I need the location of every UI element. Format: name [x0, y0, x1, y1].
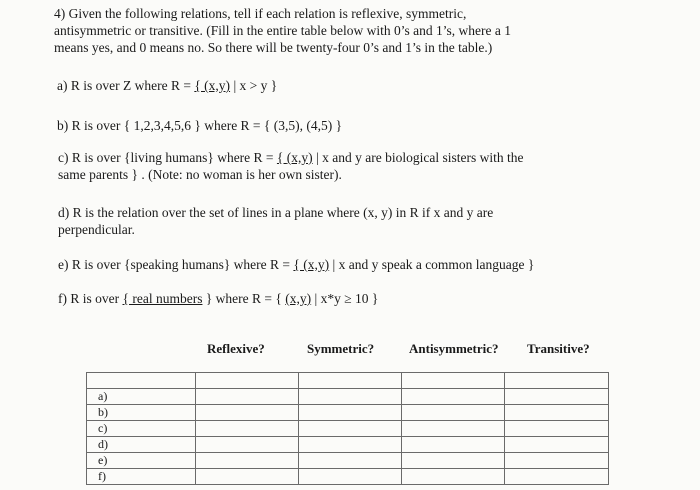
- cell-antisymmetric[interactable]: [402, 389, 505, 405]
- row-label-f: f): [87, 469, 196, 485]
- question-e-suffix: | x and y speak a common language }: [329, 257, 535, 272]
- cell-transitive[interactable]: [505, 405, 609, 421]
- intro-line-3: means yes, and 0 means no. So there will be twenty-four 0’s and 1’s in the table.): [54, 40, 493, 55]
- table-row: [87, 469, 609, 485]
- header-symmetric: Symmetric?: [307, 341, 375, 356]
- header-reflexive: Reflexive?: [207, 341, 265, 356]
- question-e: [58, 256, 534, 273]
- cell-antisymmetric[interactable]: [402, 421, 505, 437]
- question-d-line-2: perpendicular.: [58, 222, 135, 237]
- question-d-line-1: d) R is the relation over the set of lines in a plane where (x, y) in R if x and y are: [58, 205, 494, 220]
- cell-antisymmetric[interactable]: [402, 405, 505, 421]
- cell-transitive[interactable]: [505, 373, 609, 389]
- row-label-a: a): [87, 389, 196, 405]
- cell-transitive[interactable]: [505, 453, 609, 469]
- cell-reflexive[interactable]: [196, 373, 299, 389]
- question-a: [57, 77, 277, 94]
- row-label-b: b): [87, 405, 196, 421]
- question-a-suffix: | x > y }: [230, 78, 278, 93]
- cell-symmetric[interactable]: [299, 405, 402, 421]
- question-a-underlined: { (x,y): [194, 78, 231, 93]
- question-f-middle: } where R = {: [202, 291, 286, 306]
- header-antisymmetric: Antisymmetric?: [409, 341, 499, 356]
- cell-reflexive[interactable]: [196, 421, 299, 437]
- question-c-underlined-brace: {: [276, 150, 287, 165]
- cell-transitive[interactable]: [505, 421, 609, 437]
- cell-reflexive[interactable]: [196, 453, 299, 469]
- question-b-text: b) R is over { 1,2,3,4,5,6 } where R = { (3,5), (4,5) }: [57, 118, 343, 133]
- question-d: [58, 204, 493, 238]
- row-label-c: c): [87, 421, 196, 437]
- answer-table: [86, 372, 609, 485]
- intro-line-1: 4) Given the following relations, tell if each relation is reflexive, symmetric,: [54, 6, 467, 21]
- cell-symmetric[interactable]: [299, 421, 402, 437]
- problem-intro: [54, 5, 511, 56]
- row-label-e: e): [87, 453, 196, 469]
- cell-antisymmetric[interactable]: [402, 453, 505, 469]
- question-c-suffix: | x and y are biological sisters with the: [312, 150, 524, 165]
- table-row: [87, 421, 609, 437]
- cell-transitive[interactable]: [505, 389, 609, 405]
- question-a-prefix: a) R is over Z where R =: [57, 78, 195, 93]
- cell-antisymmetric[interactable]: [402, 469, 505, 485]
- question-e-underlined: { (x,y): [293, 257, 330, 272]
- question-b: [57, 117, 342, 134]
- table-row: [87, 405, 609, 421]
- cell-reflexive[interactable]: [196, 405, 299, 421]
- header-transitive: Transitive?: [527, 341, 590, 356]
- question-f: [58, 290, 378, 307]
- row-label-d: d): [87, 437, 196, 453]
- question-f-underlined-set: { real numbers: [122, 291, 203, 306]
- cell-symmetric[interactable]: [299, 469, 402, 485]
- table-row: [87, 437, 609, 453]
- cell-transitive[interactable]: [505, 437, 609, 453]
- table-row: [87, 373, 609, 389]
- table-row: [87, 389, 609, 405]
- question-c-underlined-pair: (x,y): [286, 150, 313, 165]
- intro-line-2: antisymmetric or transitive. (Fill in the entire table below with 0’s and 1’s, where a 1: [54, 23, 512, 38]
- cell-reflexive[interactable]: [196, 389, 299, 405]
- question-f-prefix: f) R is over: [58, 291, 123, 306]
- cell-transitive[interactable]: [505, 469, 609, 485]
- cell-symmetric[interactable]: [299, 389, 402, 405]
- cell-reflexive[interactable]: [196, 469, 299, 485]
- row-label: [87, 373, 196, 389]
- cell-symmetric[interactable]: [299, 437, 402, 453]
- cell-antisymmetric[interactable]: [402, 373, 505, 389]
- question-c-line-2: same parents } . (Note: no woman is her own sister).: [58, 167, 342, 182]
- question-f-underlined-pair: (x,y): [285, 291, 312, 306]
- question-e-prefix: e) R is over {speaking humans} where R =: [58, 257, 294, 272]
- cell-symmetric[interactable]: [299, 373, 402, 389]
- cell-reflexive[interactable]: [196, 437, 299, 453]
- table-row: [87, 453, 609, 469]
- question-c-prefix: c) R is over {living humans} where R =: [58, 150, 277, 165]
- question-c: [58, 149, 523, 183]
- question-f-suffix: | x*y ≥ 10 }: [311, 291, 379, 306]
- cell-antisymmetric[interactable]: [402, 437, 505, 453]
- cell-symmetric[interactable]: [299, 453, 402, 469]
